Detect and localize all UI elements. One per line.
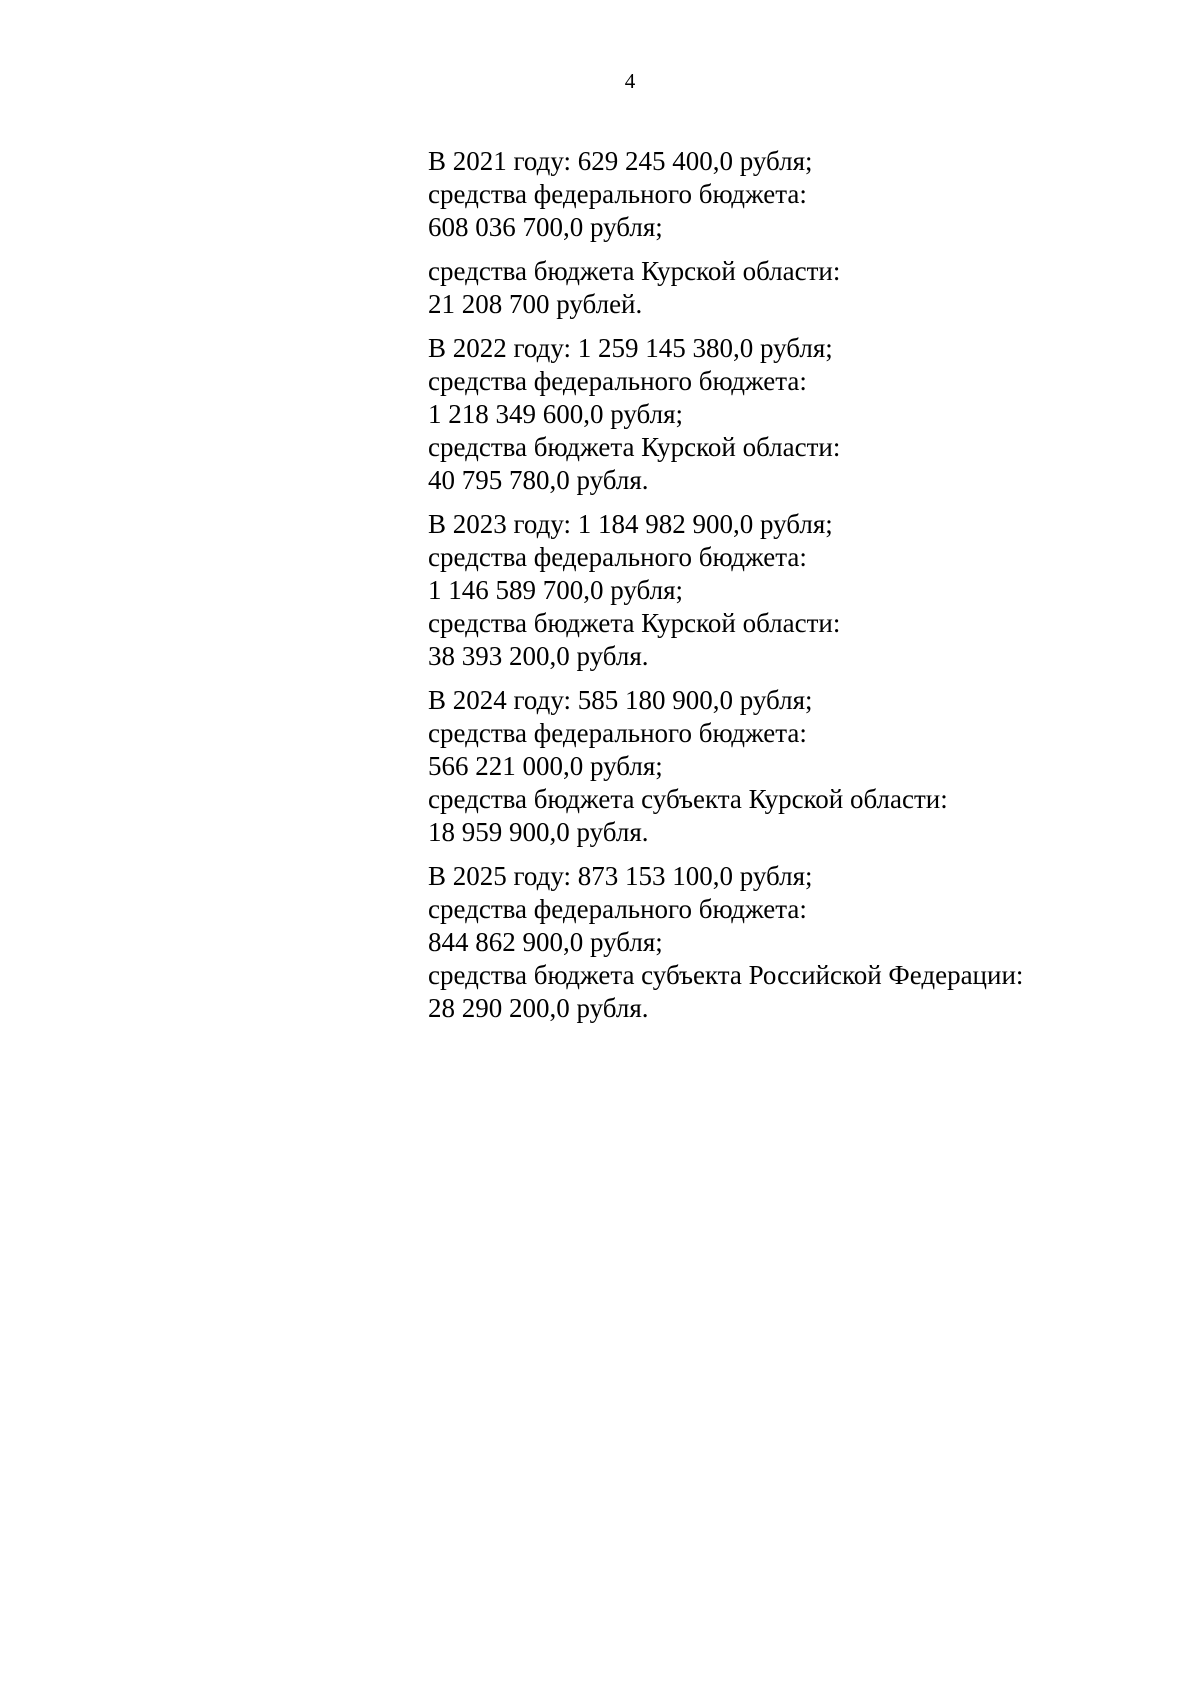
text-line: средства бюджета субъекта Российской Федерации: [428, 960, 1024, 990]
text-line: 1 146 589 700,0 рубля; [428, 575, 683, 605]
text-line: В 2024 году: 585 180 900,0 рубля; [428, 685, 813, 715]
text-line: 21 208 700 рублей. [428, 289, 643, 319]
funding-block-2024 [428, 684, 1128, 849]
text-line: 566 221 000,0 рубля; [428, 751, 663, 781]
funding-block-2023 [428, 508, 1128, 673]
funding-block-2021-federal [428, 145, 1128, 244]
text-line: средства федерального бюджета: [428, 542, 807, 572]
text-line: 608 036 700,0 рубля; [428, 212, 663, 242]
text-line: средства федерального бюджета: [428, 179, 807, 209]
text-line: средства федерального бюджета: [428, 718, 807, 748]
text-line: 844 862 900,0 рубля; [428, 927, 663, 957]
text-line: В 2021 году: 629 245 400,0 рубля; [428, 146, 813, 176]
text-line: 18 959 900,0 рубля. [428, 817, 649, 847]
funding-block-2022 [428, 332, 1128, 497]
text-line: средства федерального бюджета: [428, 894, 807, 924]
text-line: средства бюджета Курской области: [428, 608, 841, 638]
text-line: средства бюджета Курской области: [428, 432, 841, 462]
funding-block-2025 [428, 860, 1128, 1025]
text-line: средства федерального бюджета: [428, 366, 807, 396]
text-line: 38 393 200,0 рубля. [428, 641, 649, 671]
funding-block-2021-regional [428, 255, 1128, 321]
text-line: средства бюджета Курской области: [428, 256, 841, 286]
text-line: 40 795 780,0 рубля. [428, 465, 649, 495]
text-line: В 2023 году: 1 184 982 900,0 рубля; [428, 509, 833, 539]
text-line: В 2022 году: 1 259 145 380,0 рубля; [428, 333, 833, 363]
text-line: В 2025 году: 873 153 100,0 рубля; [428, 861, 813, 891]
page-number: 4 [624, 69, 636, 93]
text-line: средства бюджета субъекта Курской области: [428, 784, 948, 814]
text-line: 28 290 200,0 рубля. [428, 993, 649, 1023]
text-line: 1 218 349 600,0 рубля; [428, 399, 683, 429]
funding-text [428, 145, 1128, 1036]
